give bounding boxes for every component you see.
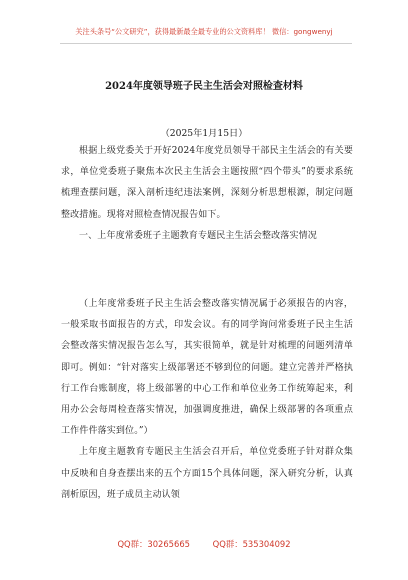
paragraph-note: （上年度常委班子民主生活会整改落实情况属于必须报告的内容，一般采取书面报告的方式，印发会议。有的同学询问常委班子民主生活会整改落实情况报告怎么写，其实很简单，就是针对梳理的问题列清单即可。例如：“针对落实上级部署还不够到位的问题。建立完善并严格执行工作台账制度，将上级部署的中心工作和单位业务工作统筹起来，利用办公会每周检查落实情况，加强调度推进，确保上级部署的各项重点工作件件落实到位。”） <box>61 299 353 437</box>
footer-contact <box>0 538 408 550</box>
paragraph-intro: 根据上级党委关于开好2024年度党员领导干部民主生活会的有关要求，单位党委班子聚焦本次民主生活会主题按照“四个带头”的要求系统梳理查摆问题，深入剖析违纪违法案例，深刻分析思想根源，制定问题整改措施。现将对照检查情况报告如下。 <box>61 146 353 220</box>
section-heading-1: 一、上年度常委班子主题教育专题民主生活会整改落实情况 <box>79 230 317 241</box>
document-body-top <box>61 141 353 247</box>
document-date: （2025年1月15日） <box>160 128 248 139</box>
header-promo-text: 关注头条号“公文研究”，获得最新最全最专业的公文资料库！ 微信：gongwenyj <box>75 27 333 36</box>
document-title: 2024年度领导班子民主生活会对照检查材料 <box>105 81 303 92</box>
footer-qq-group-2: QQ群：535304092 <box>212 539 291 549</box>
footer-qq-group-1: QQ群：30265665 <box>117 539 190 549</box>
paragraph-rectification: 上年度主题教育专题民主生活会召开后，单位党委班子针对群众集中反映和自身查摆出来的五个方面15个具体问题，深入研究分析，认真剖析原因，班子成员主动认领 <box>61 447 353 500</box>
header-divider <box>60 43 352 44</box>
document-body-bottom <box>61 294 353 506</box>
